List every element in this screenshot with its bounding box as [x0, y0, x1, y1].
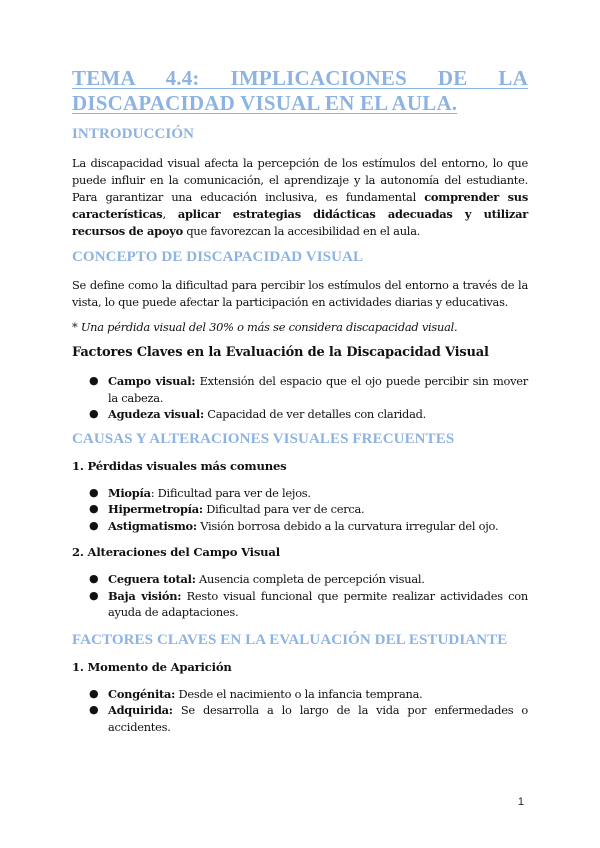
item-desc: Visión borrosa debido a la curvatura irregular del ojo. [196, 518, 499, 533]
item-desc: Se desarrolla a lo largo de la vida por enfermedades o accidentes. [108, 703, 528, 734]
item-desc: Capacidad de ver detalles con claridad. [203, 407, 427, 421]
list-item [72, 686, 528, 703]
causas-list-2 [72, 571, 528, 621]
intro-bold-2: aplicar estrategias didácticas adecuadas y utilizar recursos de apoyo [72, 207, 528, 238]
bullet-icon: ● [89, 485, 99, 499]
intro-text-2: que favorezcan la accesibilidad en el aula. [182, 224, 421, 238]
list-item [72, 518, 528, 535]
intro-paragraph [72, 155, 528, 240]
bullet-icon: ● [89, 572, 99, 585]
list-item [72, 406, 528, 423]
item-term: Congénita: [108, 686, 176, 701]
causas-list-1 [72, 485, 528, 535]
list-item [72, 373, 528, 406]
item-desc: : Dificultad para ver de lejos. [150, 485, 311, 500]
evaluacion-list-1 [72, 686, 528, 736]
page-title [72, 66, 528, 116]
item-term: Campo visual: [108, 374, 196, 388]
factores-list [72, 373, 528, 423]
concepto-paragraph: Se define como la dificultad para percibir los estímulos del entorno a través de la vista, lo que puede afectar la participación en actividades diarias y educativas. [72, 278, 528, 309]
title-line-2: DISCAPACIDAD VISUAL EN EL AULA. [72, 91, 458, 115]
item-term: Adquirida: [108, 703, 173, 717]
item-desc: Ausencia completa de percepción visual. [195, 572, 425, 586]
item-term: Hipermetropía: [108, 502, 203, 516]
item-desc: Desde el nacimiento o la infancia temprana. [175, 686, 423, 701]
concepto-heading: CONCEPTO DE DISCAPACIDAD VISUAL [72, 249, 364, 265]
title-line-1: TEMA 4.4: IMPLICACIONES DE LA [72, 66, 528, 90]
document-page [72, 66, 528, 735]
list-item [72, 501, 528, 518]
bullet-icon: ● [89, 518, 99, 532]
item-term: Baja visión: [108, 588, 182, 603]
bullet-icon: ● [89, 686, 99, 700]
factores-heading: Factores Claves en la Evaluación de la Discapacidad Visual [72, 345, 489, 360]
intro-bold-1: comprender sus características [72, 190, 528, 221]
bullet-icon: ● [89, 703, 99, 716]
item-term: Miopía [108, 485, 151, 500]
bullet-icon: ● [89, 588, 99, 602]
bullet-icon: ● [89, 374, 99, 387]
item-desc: Extensión del espacio que el ojo puede percibir sin mover la cabeza. [108, 374, 528, 405]
bullet-icon: ● [89, 407, 99, 420]
causas-sub-1: 1. Pérdidas visuales más comunes [72, 458, 287, 473]
list-item [72, 485, 528, 502]
evaluacion-sub-1: 1. Momento de Aparición [72, 659, 232, 674]
bullet-icon: ● [89, 502, 99, 515]
item-term: Ceguera total: [108, 572, 196, 586]
causas-heading: CAUSAS Y ALTERACIONES VISUALES FRECUENTES [72, 430, 455, 447]
intro-heading: INTRODUCCIÓN [72, 126, 195, 142]
item-term: Agudeza visual: [108, 407, 204, 421]
item-term: Astigmatismo: [108, 518, 197, 533]
causas-sub-2: 2. Alteraciones del Campo Visual [72, 545, 280, 559]
concepto-note: * Una pérdida visual del 30% o más se considera discapacidad visual. [72, 320, 458, 334]
intro-text-1: La discapacidad visual afecta la percepción de los estímulos del entorno, lo que puede influir en la comunicación, el aprendizaje y la autonomía del estudiante. Para garantizar una educación inclusiva, es fundamental [72, 156, 528, 204]
page-number: 1 [517, 796, 524, 808]
item-desc: Resto visual funcional que permite realizar actividades con ayuda de adaptaciones. [108, 588, 528, 619]
list-item [72, 588, 528, 621]
list-item [72, 702, 528, 735]
evaluacion-heading: FACTORES CLAVES EN LA EVALUACIÓN DEL ESTUDIANTE [72, 631, 508, 648]
list-item [72, 571, 528, 588]
item-desc: Dificultad para ver de cerca. [202, 502, 365, 516]
intro-sep: , [162, 207, 178, 221]
